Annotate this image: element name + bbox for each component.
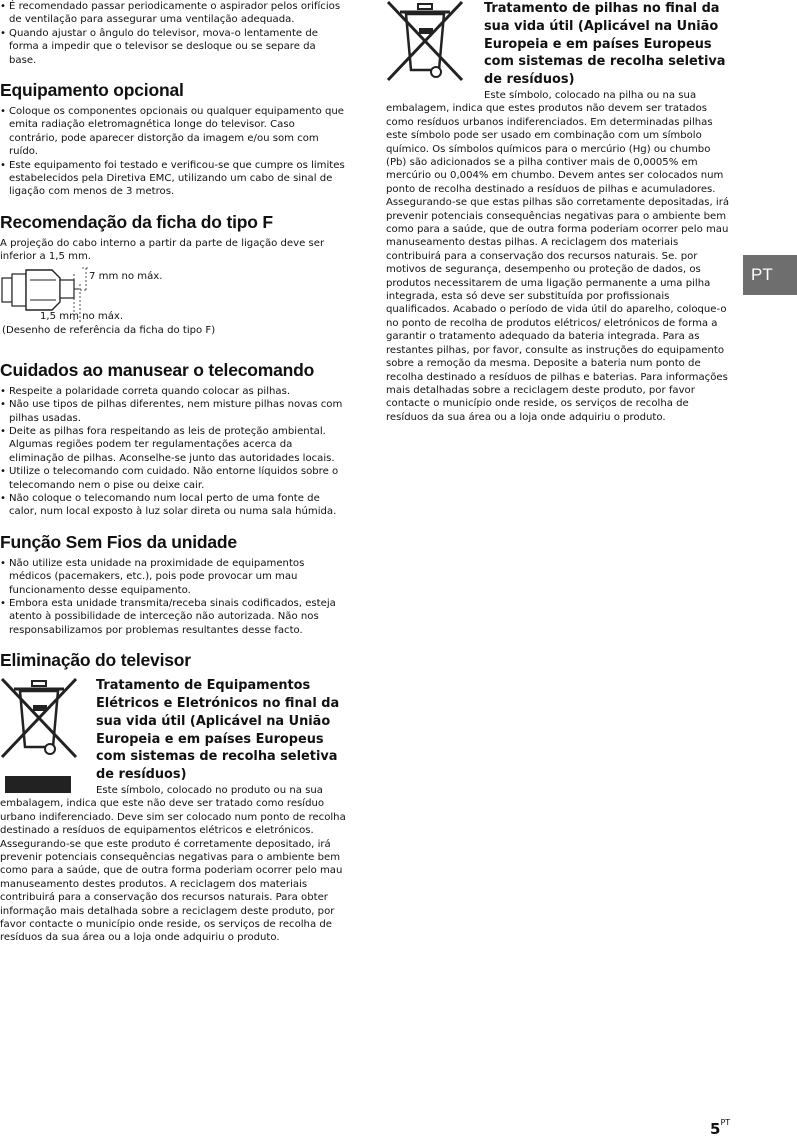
page-number-suffix: PT [720,1118,731,1127]
list-item: • Coloque os componentes opcionais ou qualquer equipamento que emita radiação eletromagnética longe do televisor. Caso contrário, pode aparecer distorção da imagem e/ou som com ruído. [0,105,346,159]
weee-text: Este símbolo, colocado no produto ou na sua embalagem, indica que este não deve ser tratado como resíduo urbano indiferenciado. Deve sim ser colocado num ponto de recolha destinado a resíduos de equipamentos elétricos e eletrónicos. Assegurando-se que este produto é corretamente depositado, irá prevenir potenciais consequências negativas para o ambiente bem como para a saúde, que de outra forma poderiam ocorrer pelo mau manuseamento destes produtos. A reciclagem dos materiais contribuirá para a conservação dos recursos naturais. Para obter informação mais detalhada sobre a reciclagem deste produto, por favor contacte o município onde reside, os serviços de recolha de resíduos da sua área ou a loja onde adquiriu o produto. [0,784,346,944]
battery-text: Este símbolo, colocado na pilha ou na sua embalagem, indica que estes produtos não devem ser tratados como resíduos urbanos indiferenciados. Em determinadas pilhas este símbolo pode ser usado em combinação com um símbolo químico. Os símbolos químicos para o mercúrio (Hg) ou chumbo (Pb) são adicionados se a pilha contiver mais de 0,0005% em mercúrio ou 0,004% em chumbo. Devem antes ser colocados num ponto de recolha destinado a resíduos de pilhas e acumuladores. Assegurando-se que estas pilhas são corretamente depositadas, irá prevenir potenciais consequências negativas para o ambiente bem como para a saúde, que de outra forma poderiam ocorrer pelo mau manuseamento destas pilhas. A reciclagem dos materiais contribuirá para a conservação dos recursos naturais. Se. por motivos de segurança, desempenho ou proteção de dados, os produtos necessitarem de uma ligação permanente a uma pilha integrada, esta só deve ser substituída por profissionais qualificados. Acabado o período de vida útil do aparelho, coloque-o no ponto de recolha de produtos elétricos/ eletrónicos de forma a garantir o tratamento adequado da bateria integrada. Para as restantes pilhas, por favor, consulte as instruções do equipamento sobre a remoção da mesma. Deposite a bateria num ponto de recolha destinado a resíduos de pilhas e baterias. Para informações mais detalhadas sobre a reciclagem deste produto, por favor contacte o município onde reside, os serviços de recolha de resíduos da sua área ou a loja onde adquiriu o produto. [386,89,730,423]
remote-care-list [0,385,346,519]
list-item: • Quando ajustar o ângulo do televisor, mova-o lentamente de forma a impedir que o televisor se desloque ou se separe da base. [0,27,346,67]
language-tab: PT [743,255,797,295]
battery-symbol [386,0,468,86]
tv-disposal-heading: Eliminação do televisor [0,650,191,671]
f-plug-heading: Recomendação da ficha do tipo F [0,211,273,232]
list-item: • Embora esta unidade transmita/receba sinais codificados, esteja atento à possibilidade de interceção não autorizada. Não nos responsabilizamos por problemas resultantes desse facto. [0,597,346,637]
dimension-1-5mm-label: 1,5 mm no máx. [40,310,124,322]
weee-section [0,677,346,945]
battery-subheading: Tratamento de pilhas no final da sua vida útil (Aplicável na União Europeia e em países Europeus com sistemas de recolha seletiva de resíduos) [484,1,726,88]
f-plug-caption: (Desenho de referência da ficha do tipo F) [2,324,216,336]
list-item: • Não coloque o telecomando num local perto de uma fonte de calor, num local exposto à luz solar direta ou numa sala húmida. [0,492,346,519]
list-item: • É recomendado passar periodicamente o aspirador pelos orifícios de ventilação para assegurar uma ventilação adequada. [0,0,346,27]
list-item: • Este equipamento foi testado e verificou-se que cumpre os limites estabelecidos pela Diretiva EMC, utilizando um cabo de sinal de ligação com menos de 3 metros. [0,159,346,199]
list-item: • Deite as pilhas fora respeitando as leis de proteção ambiental. Algumas regiões podem ter regulamentações acerca da eliminação de pilhas. Aconselhe-se junto das autoridades locais. [0,425,346,465]
wireless-list [0,557,346,637]
list-item: • Não use tipos de pilhas diferentes, nem misture pilhas novas com pilhas usadas. [0,398,346,425]
left-column [0,0,346,945]
list-item: • Respeite a polaridade correta quando colocar as pilhas. [0,385,346,398]
wireless-heading: Função Sem Fios da unidade [0,531,237,552]
remote-care-heading: Cuidados ao manusear o telecomando [0,359,315,380]
optional-equipment-heading: Equipamento opcional [0,80,184,101]
right-column [386,0,732,424]
f-plug-diagram [0,266,346,341]
intro-list [0,0,346,67]
list-item: • Utilize o telecomando com cuidado. Não entorne líquidos sobre o telecomando nem o pise ou deixe cair. [0,465,346,492]
list-item: • Não utilize esta unidade na proximidade de equipamentos médicos (pacemakers, etc.), pois pode provocar um mau funcionamento desse equipamento. [0,557,346,597]
weee-symbol [0,677,80,787]
page-number [710,1120,730,1138]
page-number-value: 5 [710,1120,721,1138]
dimension-7mm-label: 7 mm no máx. [89,270,163,282]
weee-subheading: Tratamento de Equipamentos Elétricos e Eletrónicos no final da sua vida útil (Aplicável na União Europeia e em países Europeus com sistemas de recolha seletiva de resíduos) [96,678,340,783]
crossed-bin-icon [0,677,80,761]
weee-bar-icon [5,776,71,793]
f-plug-text: A projeção do cabo interno a partir da parte de ligação deve ser inferior a 1,5 mm. [0,237,325,263]
optional-equipment-list [0,105,346,199]
crossed-bin-icon [386,0,466,84]
